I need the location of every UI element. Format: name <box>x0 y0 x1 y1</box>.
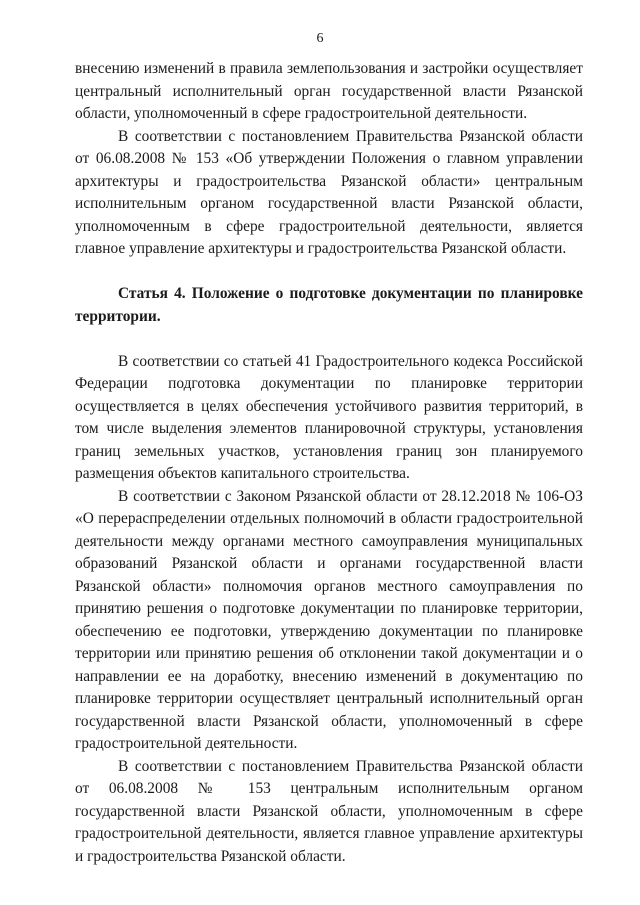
paragraph: В соответствии со статьей 41 Градостроительного кодекса Российской Федерации подготовка документации по планировке территории осуществляется в целях обеспечения устойчивого развития территорий, в том числе выделения элементов планировочной структуры, установления границ земельных участков, установления границ зон планируемого размещения объектов капитального строительства. <box>75 352 583 482</box>
paragraph: В соответствии с Законом Рязанской области от 28.12.2018 № 106-ОЗ «О перераспределении отдельных полномочий в области градостроительной деятельности между органами местного самоуправления муниципальных образований Рязанской области и органами государственной власти Рязанской области» полномочия органов местного самоуправления по принятию решения о подготовке документации по планировке территории, обеспечению ее подготовки, утверждению документации по планировке территории или принятию решения об отклонении такой документации и о направлении ее на доработку, внесению изменений в документацию по планировке территории осуществляет центральный исполнительный орган государственной власти Рязанской области, уполномоченный в сфере градостроительной деятельности. <box>75 487 583 752</box>
paragraph-continuation: внесению изменений в правила землепользования и застройки осуществляет центральный исполнительный орган государственной власти Рязанской области, уполномоченный в сфере градостроительной деятельности. <box>75 60 583 122</box>
document-body <box>75 58 583 868</box>
page-number: 6 <box>316 31 324 46</box>
paragraph: В соответствии с постановлением Правительства Рязанской области от 06.08.2008 № 153 «Об утверждении Положения о главном управлении архитектуры и градостроительства Рязанской области» центральным исполнительным органом государственной власти Рязанской области, уполномоченным в сфере градостроительной деятельности, является главное управление архитектуры и градостроительства Рязанской области. <box>75 127 583 257</box>
article-heading: Статья 4. Положение о подготовке документации по планировке территории. <box>75 285 583 325</box>
paragraph: В соответствии с постановлением Правительства Рязанской области от 06.08.2008 № 153 центральным исполнительным органом государственной власти Рязанской области, уполномоченным в сфере градостроительной деятельности, является главное управление архитектуры и градостроительства Рязанской области. <box>75 757 583 865</box>
